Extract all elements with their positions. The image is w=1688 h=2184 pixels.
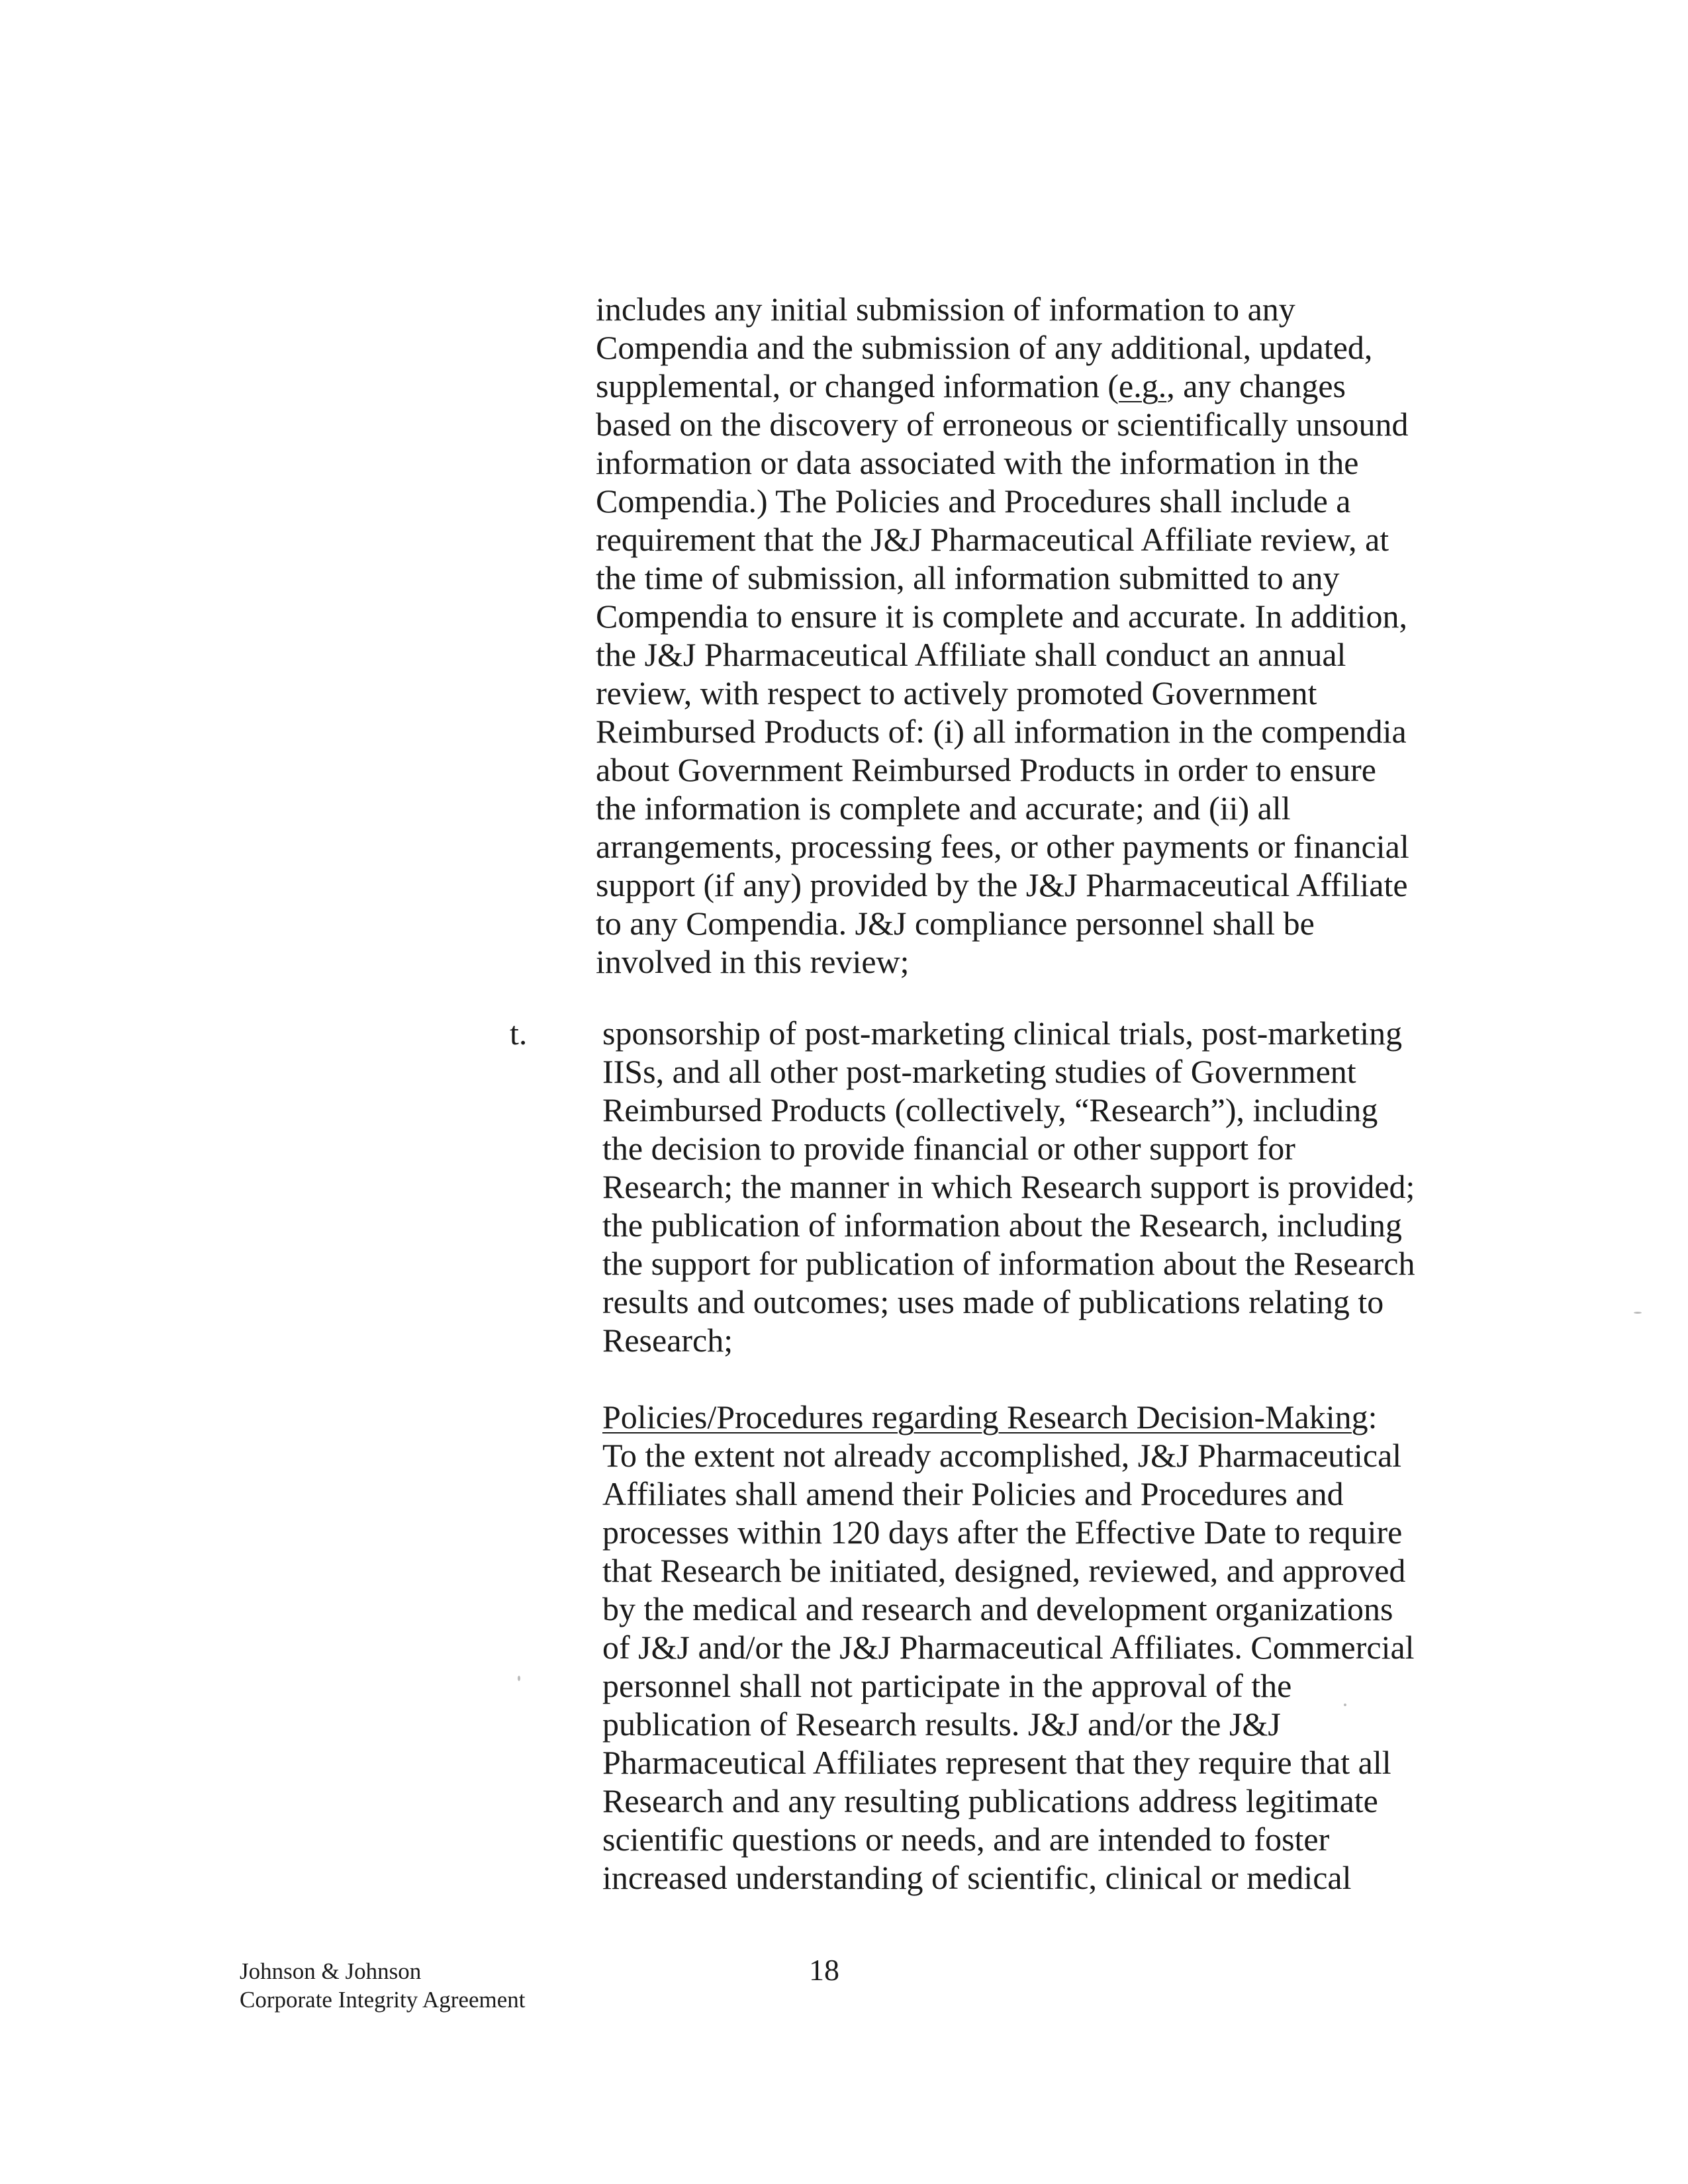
- policies-heading-suffix: :: [1368, 1398, 1378, 1435]
- footer: [240, 1957, 526, 2014]
- paragraph-line: Affiliates shall amend their Policies and Procedures and: [602, 1475, 1344, 1512]
- paragraph-line: based on the discovery of erroneous or scientifically unsound: [596, 406, 1409, 443]
- footer-document-title: Corporate Integrity Agreement: [240, 1987, 526, 2013]
- paragraph-line: results and outcomes; uses made of publications relating to: [602, 1283, 1384, 1320]
- paragraph-line: personnel shall not participate in the approval of the: [602, 1667, 1292, 1704]
- paragraph-line: Research; the manner in which Research support is provided;: [602, 1168, 1415, 1205]
- paragraph-line: to any Compendia. J&J compliance personnel shall be: [596, 905, 1315, 942]
- scan-speck: [1344, 1704, 1346, 1706]
- paragraph-line: sponsorship of post-marketing clinical trials, post-marketing: [602, 1015, 1403, 1052]
- paragraph-line: about Government Reimbursed Products in order to ensure: [596, 751, 1376, 788]
- paragraph-line: arrangements, processing fees, or other payments or financial: [596, 828, 1409, 865]
- paragraph-line: involved in this review;: [596, 943, 910, 980]
- paragraph-line: Research;: [602, 1322, 733, 1359]
- paragraph-line: the decision to provide financial or other support for: [602, 1130, 1295, 1167]
- paragraph-line: scientific questions or needs, and are intended to foster: [602, 1821, 1330, 1858]
- paragraph-line: processes within 120 days after the Effective Date to require: [602, 1514, 1403, 1551]
- paragraph-line: Compendia to ensure it is complete and accurate. In addition,: [596, 598, 1408, 635]
- paragraph-line: requirement that the J&J Pharmaceutical Affiliate review, at: [596, 521, 1389, 558]
- item-t-marker: t.: [510, 1015, 528, 1052]
- page-number: 18: [809, 1953, 839, 1987]
- paragraph-line: publication of Research results. J&J and/or the J&J: [602, 1706, 1281, 1743]
- paragraph-line: information or data associated with the information in the: [596, 444, 1359, 481]
- paragraph-line: Reimbursed Products of: (i) all information in the compendia: [596, 713, 1407, 750]
- paragraph-line: IISs, and all other post-marketing studies of Government: [602, 1053, 1356, 1090]
- paragraph-line: the support for publication of information about the Research: [602, 1245, 1415, 1282]
- paragraph-line: increased understanding of scientific, clinical or medical: [602, 1859, 1352, 1896]
- policies-heading-line: [602, 1398, 1378, 1436]
- paragraph-line: [596, 367, 1346, 405]
- paragraph-line: the time of submission, all information submitted to any: [596, 559, 1340, 596]
- paragraph-line: Compendia.) The Policies and Procedures shall include a: [596, 482, 1351, 520]
- paragraph-line: Reimbursed Products (collectively, “Research”), including: [602, 1091, 1378, 1128]
- paragraph-line: by the medical and research and development organizations: [602, 1590, 1393, 1627]
- footer-company: Johnson & Johnson: [240, 1958, 422, 1984]
- eg-abbreviation: e.g.: [1119, 367, 1167, 404]
- paragraph-line: of J&J and/or the J&J Pharmaceutical Affiliates. Commercial: [602, 1629, 1415, 1666]
- paragraph-line: To the extent not already accomplished, J&J Pharmaceutical: [602, 1437, 1402, 1474]
- paragraph-line: Research and any resulting publications address legitimate: [602, 1782, 1378, 1819]
- paragraph-line: includes any initial submission of information to any: [596, 291, 1295, 328]
- paragraph-line: review, with respect to actively promoted Government: [596, 674, 1317, 711]
- paragraph-line: Compendia and the submission of any additional, updated,: [596, 329, 1373, 366]
- paragraph-line-text: supplemental, or changed information (: [596, 367, 1119, 404]
- paragraph-line: support (if any) provided by the J&J Pharmaceutical Affiliate: [596, 866, 1408, 903]
- paragraph-line-text: , any changes: [1166, 367, 1346, 404]
- paragraph-line: the publication of information about the Research, including: [602, 1206, 1403, 1244]
- paragraph-line: Pharmaceutical Affiliates represent that they require that all: [602, 1744, 1391, 1781]
- policies-heading: Policies/Procedures regarding Research Decision-Making: [602, 1398, 1368, 1435]
- scan-speck: [518, 1676, 520, 1681]
- paragraph-line: that Research be initiated, designed, reviewed, and approved: [602, 1552, 1406, 1589]
- paragraph-line: the information is complete and accurate; and (ii) all: [596, 790, 1291, 827]
- scan-speck: [1634, 1312, 1642, 1314]
- paragraph-line: the J&J Pharmaceutical Affiliate shall conduct an annual: [596, 636, 1346, 673]
